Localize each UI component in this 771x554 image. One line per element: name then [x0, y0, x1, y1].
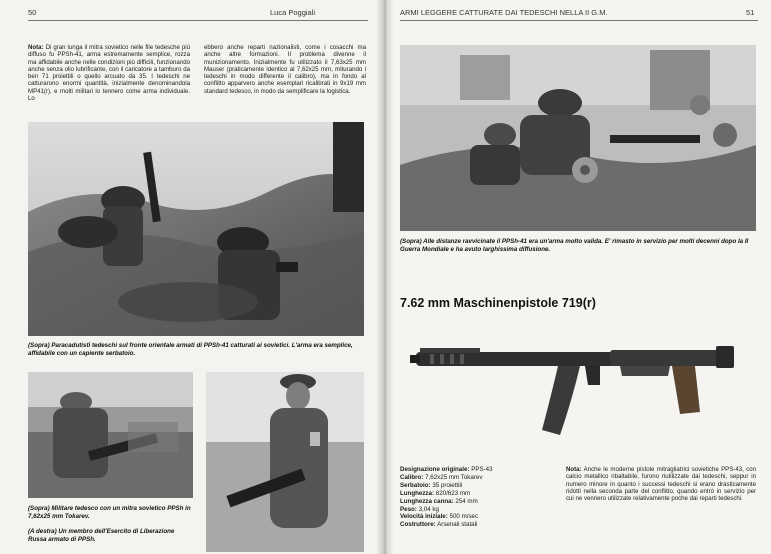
section-title-pps43: 7.62 mm Maschinenpistole 719(r)	[400, 296, 596, 310]
caption-main-photo: (Sopra) Paracadutisti tedeschi sul fronte orientale armati di PPSh-41 catturati ai sovietici. L'arma era semplice, affidabile con un capiente serbatoio.	[28, 342, 353, 357]
spec-value: 3,04 kg	[418, 505, 439, 513]
photo-paratroopers-trench	[28, 122, 364, 336]
book-gutter	[376, 0, 394, 554]
spec-value: PPS-43	[471, 466, 493, 473]
running-head-author: Luca Poggiali	[270, 8, 316, 17]
spec-label: Calibro:	[400, 473, 424, 481]
note-pps43	[566, 466, 756, 502]
spec-value: 820/623 mm	[435, 489, 471, 497]
spec-label: Costruttore:	[400, 521, 436, 529]
spec-row	[400, 506, 570, 514]
spec-row	[400, 521, 570, 529]
illustration-pps43	[410, 330, 740, 454]
note-column-2	[204, 44, 366, 95]
spec-value: 500 m/sec	[449, 513, 479, 521]
note-text-col1: Di gran lunga il mitra sovietico nelle file tedesche più diffuso fu PPSh-41, arma estremamente semplice, rozza ma affidabile anche nelle condizioni più difficili, funzionando anche senza olio lubrificante, con il caricatore a tamburo da ben 71 proiettili o quello arcuato da 35. I tedeschi ne catturarono enormi quantità, inizialmente denominandola MP41(r), e molti militari lo tennero come arma individuale. Lo	[28, 44, 190, 103]
note-text-col2: ebbero anche reparti nazionalisti, come i cosacchi ma anche altre formazioni. Il problema divenne il munizionamento. Inizialmente fu utilizzato il 7,63x25 mm Mauser (praticamente identico al 7,62x25 mm, miturando i tedeschi in modo differente il calibro), ma in fondo al conflitto apparvero anche esemplari ricalibrati in 9x19 mm standard tedesco, in modo da semplificare la logistica.	[204, 44, 366, 95]
right-page	[386, 0, 771, 554]
spec-label: Serbatoio:	[400, 481, 431, 489]
spec-label: Velocità iniziale:	[400, 513, 448, 521]
spec-value: 254 mm	[455, 497, 478, 505]
spec-label: Lunghezza canna:	[400, 497, 454, 505]
caption-street-battle: (Sopra) Alle distanze ravvicinate il PPSh-41 era un'arma molto valida. E' rimasto in servizio per molti decenni dopo la II Guerra Mondiale e ha avuto larghissima diffusione.	[400, 238, 749, 253]
spec-value: 35 proiettili	[432, 481, 463, 489]
spec-row	[400, 482, 570, 490]
photo-roa-soldier	[206, 372, 364, 552]
note-column-1	[28, 44, 190, 102]
spec-label: Lunghezza:	[400, 489, 435, 497]
running-head-title: ARMI LEGGERE CATTURATE DAI TEDESCHI NELLA II G.M.	[400, 8, 608, 17]
spec-value: Arsenali statali	[437, 521, 478, 529]
note-label: Nota:	[28, 44, 44, 51]
spec-row	[400, 490, 570, 498]
header-rule-right	[400, 20, 758, 21]
spec-row	[400, 474, 570, 482]
note-text-right: Anche le moderne pistole mitragliatrici sovietiche PPS-43, con calcio metallico ribaltabile, furono riutilizzate dai tedeschi, seppur in numero minore in quanto i successi tedeschi si erano drasticamente ridotti nella seconda parte del conflitto, quando entrò in servizio per cui ne vennero utilizzate relativamente poche dai reparti tedeschi.	[566, 466, 756, 503]
page-number-right: 51	[746, 8, 755, 17]
spec-label: Peso:	[400, 505, 417, 513]
spec-row	[400, 513, 570, 521]
spec-value: 7,62x25 mm Tokarev	[425, 473, 483, 481]
spec-list-pps43	[400, 466, 570, 529]
left-page	[0, 0, 384, 554]
spec-row	[400, 466, 570, 474]
photo-soldier-ppsh	[28, 372, 193, 498]
spec-row	[400, 498, 570, 506]
photo-street-battle	[400, 45, 756, 231]
note-label-right: Nota:	[566, 466, 582, 473]
caption-soldier-ppsh: (Sopra) Militare tedesco con un mitra sovietico PPSh in 7,62x25 mm Tokarev.	[28, 505, 191, 520]
page-number-left: 50	[28, 8, 37, 17]
caption-russian-liberation-army: (A destra) Un membro dell'Esercito di Liberazione Russa armato di PPSh.	[28, 528, 175, 543]
spec-label: Designazione originale:	[400, 466, 470, 473]
header-rule	[28, 20, 368, 21]
